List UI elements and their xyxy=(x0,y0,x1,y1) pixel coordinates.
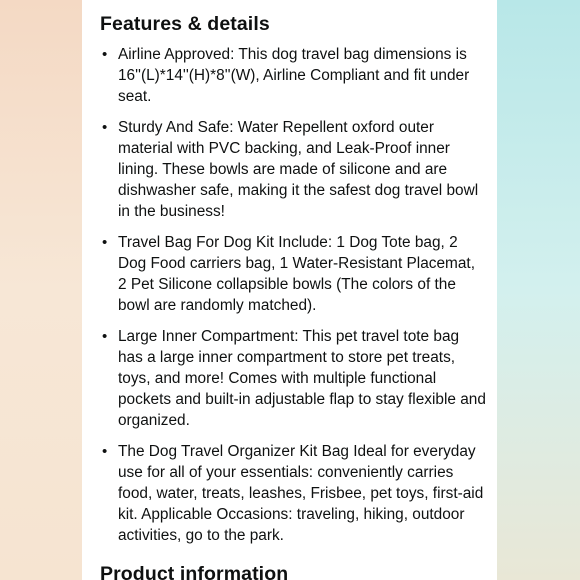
feature-bullet-airline-approved xyxy=(100,44,497,107)
background-left-strip xyxy=(0,0,82,580)
feature-bullet-text: Airline Approved: This dog travel bag dimensions is 16''(L)*14''(H)*8''(W), Airline Compliant and fit under seat. xyxy=(118,46,470,105)
feature-bullet-text: Large Inner Compartment: This pet travel tote bag has a large inner compartment to store pet treats, toys, and more! Comes with multiple functional pockets and built-in adjustable flap to stay flexible and organized. xyxy=(118,328,486,429)
feature-bullet-text: Sturdy And Safe: Water Repellent oxford outer material with PVC backing, and Leak-Proof inner lining. These bowls are made of silicone and are dishwasher safe, making it the safest dog travel bowl in the business! xyxy=(118,119,479,220)
feature-bullet-text: Travel Bag For Dog Kit Include: 1 Dog Tote bag, 2 Dog Food carriers bag, 1 Water-Resistant Placemat, 2 Pet Silicone collapsible bowls (The colors of the bowl are randomly matched). xyxy=(118,234,475,314)
feature-bullet-organizer-kit xyxy=(100,441,497,546)
feature-bullet-kit-include xyxy=(100,232,497,316)
feature-bullet-sturdy-safe xyxy=(100,117,497,222)
product-information-heading: Product information xyxy=(100,563,289,580)
features-details-heading: Features & details xyxy=(100,13,270,35)
features-bullet-list xyxy=(100,44,497,546)
bullet-dot-icon: • xyxy=(102,443,108,460)
product-details-card xyxy=(82,0,497,580)
bullet-dot-icon: • xyxy=(102,234,108,251)
bullet-dot-icon: • xyxy=(102,119,108,136)
bullet-dot-icon: • xyxy=(102,328,108,345)
feature-bullet-text: The Dog Travel Organizer Kit Bag Ideal for everyday use for all of your essentials: conveniently carries food, water, treats, leashes, Frisbee, pet toys, first-aid kit. Applicable Occasions: traveling, hiking, outdoor activities, go to the park. xyxy=(118,443,484,544)
bullet-dot-icon: • xyxy=(102,46,108,63)
background-right-strip xyxy=(497,0,580,580)
feature-bullet-inner-compartment xyxy=(100,326,497,431)
